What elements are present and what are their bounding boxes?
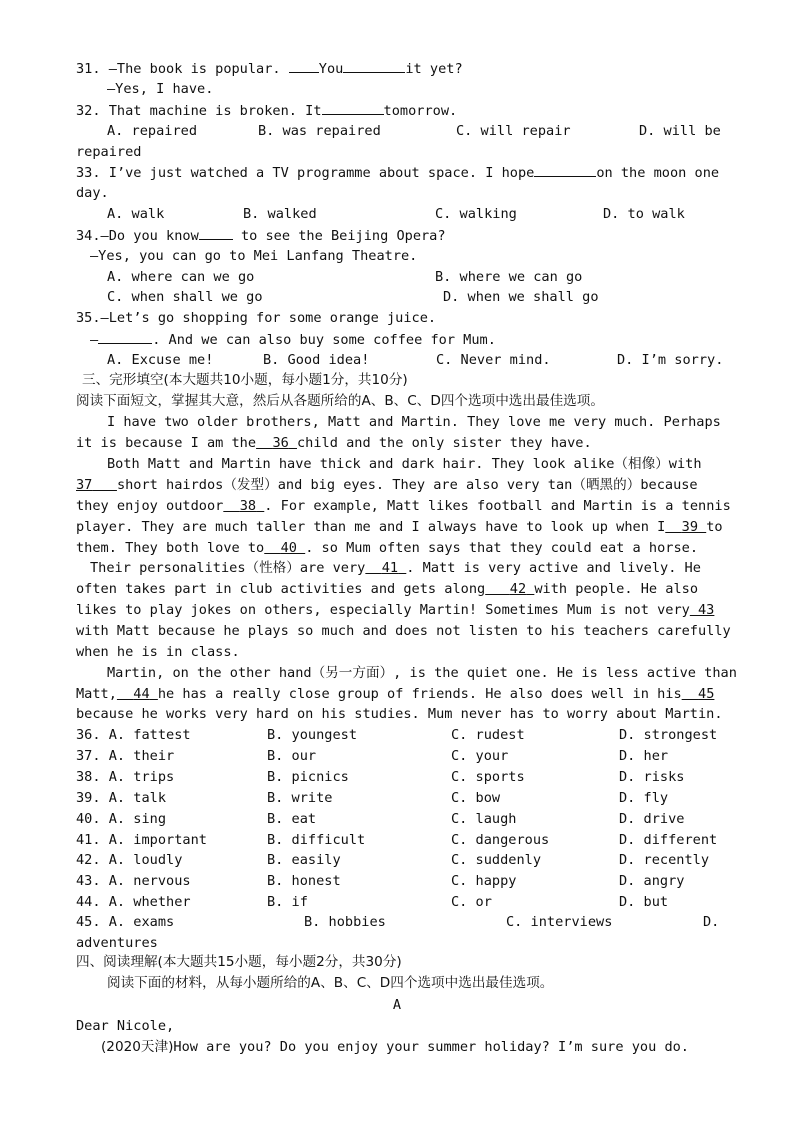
- passage-line: player. They are much taller than me and I always have to look up when I 39 to: [76, 519, 723, 535]
- option-d[interactable]: D. to walk: [603, 206, 685, 222]
- option-b[interactable]: B. honest: [267, 873, 341, 890]
- option-d[interactable]: D. strongest: [619, 727, 718, 743]
- passage-line: I have two older brothers, Matt and Martin. They love me very much. Perhaps: [107, 414, 721, 430]
- option-d[interactable]: D. when we shall go: [443, 289, 599, 305]
- blank-38[interactable]: 38: [239, 498, 257, 514]
- option-d[interactable]: D. will be: [639, 123, 721, 139]
- blank-41[interactable]: 41: [381, 560, 399, 576]
- option-c[interactable]: C. suddenly: [451, 852, 542, 869]
- option-c[interactable]: C. will repair: [456, 123, 571, 139]
- question-34: 34.—Do you know to see the Beijing Opera?: [76, 225, 719, 247]
- option-d[interactable]: D. I’m sorry.: [617, 352, 724, 368]
- passage-line: Both Matt and Martin have thick and dark hair. They look alike（相像）with: [107, 456, 702, 472]
- passage-line: with Matt because he plays so much and does not listen to his teachers carefully: [76, 623, 731, 639]
- option-b[interactable]: B. walked: [243, 206, 317, 222]
- question-31-reply: —Yes, I have.: [107, 81, 214, 97]
- option-c[interactable]: C. dangerous: [451, 831, 550, 848]
- question-33: 33. I’ve just watched a TV programme about space. I hope on the moon one: [76, 162, 719, 184]
- question-35: 35.—Let’s go shopping for some orange juice.: [76, 310, 437, 326]
- option-c[interactable]: C. laugh: [451, 810, 517, 827]
- passage-line: Matt, 44 he has a really close group of friends. He also does well in his 45: [76, 686, 715, 702]
- option-c[interactable]: C. sports: [451, 768, 525, 785]
- blank-45[interactable]: 45: [698, 686, 715, 702]
- section-3-title: 三、完形填空(本大题共10小题，每小题1分，共10分): [82, 372, 408, 388]
- answer-blank[interactable]: [322, 100, 384, 115]
- option-a[interactable]: 44. A. whether: [76, 894, 191, 911]
- option-d[interactable]: D.: [703, 914, 720, 930]
- option-d[interactable]: D. angry: [619, 873, 685, 890]
- passage-line: when he is in class.: [76, 644, 240, 660]
- answer-blank[interactable]: [98, 329, 152, 344]
- blank-42[interactable]: 42: [509, 581, 527, 597]
- option-b[interactable]: B. our: [267, 747, 317, 764]
- option-a[interactable]: A. repaired: [107, 123, 198, 139]
- option-a[interactable]: 41. A. important: [76, 831, 207, 848]
- section-4-instructions: 阅读下面的材料，从每小题所给的A、B、C、D四个选项中选出最佳选项。: [107, 975, 554, 991]
- option-d[interactable]: D. different: [619, 831, 718, 848]
- option-b[interactable]: B. easily: [267, 852, 341, 869]
- option-d[interactable]: D. risks: [619, 768, 685, 785]
- option-c[interactable]: C. when shall we go: [107, 289, 263, 305]
- option-a[interactable]: 40. A. sing: [76, 810, 167, 827]
- passage-line: they enjoy outdoor 38 . For example, Matt likes football and Martin is a tennis: [76, 498, 731, 514]
- option-b[interactable]: B. difficult: [267, 831, 366, 848]
- option-c[interactable]: C. your: [451, 747, 509, 764]
- passage-line: likes to play jokes on others, especially Martin! Sometimes Mum is not very 43: [76, 602, 715, 618]
- option-d[interactable]: D. recently: [619, 852, 710, 869]
- option-a[interactable]: 36. A. fattest: [76, 727, 191, 743]
- question-33-wrap: day.: [76, 185, 109, 201]
- option-a[interactable]: 42. A. loudly: [76, 852, 183, 869]
- passage-line: because he works very hard on his studies. Mum never has to worry about Martin.: [76, 706, 723, 722]
- blank-39[interactable]: 39: [681, 519, 699, 535]
- option-d-wrap: adventures: [76, 935, 158, 951]
- option-b[interactable]: B. if: [267, 894, 308, 911]
- blank-40[interactable]: 40: [280, 540, 297, 556]
- option-d-wrap: repaired: [76, 144, 142, 160]
- option-d[interactable]: D. but: [619, 894, 669, 911]
- option-a[interactable]: 37. A. their: [76, 747, 175, 764]
- passage-line: Their personalities（性格）are very 41 . Matt is very active and lively. He: [90, 560, 701, 576]
- question-31: 31. —The book is popular. You it yet?: [76, 58, 719, 80]
- option-c[interactable]: C. interviews: [506, 914, 613, 930]
- passage-line: Martin, on the other hand（另一方面）, is the quiet one. He is less active than: [107, 665, 737, 681]
- blank-44[interactable]: 44: [133, 686, 150, 702]
- question-35-reply: — . And we can also buy some coffee for Mum.: [90, 329, 733, 351]
- option-b[interactable]: B. Good idea!: [263, 352, 370, 368]
- option-a[interactable]: 43. A. nervous: [76, 873, 191, 890]
- option-b[interactable]: B. eat: [267, 810, 317, 827]
- option-c[interactable]: C. happy: [451, 873, 517, 890]
- letter-greeting: Dear Nicole,: [76, 1018, 175, 1034]
- blank-43[interactable]: 43: [698, 602, 715, 618]
- option-b[interactable]: B. write: [267, 789, 333, 806]
- option-d[interactable]: D. her: [619, 747, 669, 764]
- passage-line: 37 short hairdos（发型）and big eyes. They are also very tan（晒黑的）because: [76, 477, 698, 493]
- passage-line: them. They both love to 40 . so Mum often says that they could eat a horse.: [76, 540, 699, 556]
- option-b[interactable]: B. was repaired: [258, 123, 381, 139]
- blank-36[interactable]: 36: [272, 435, 289, 451]
- passage-line: often takes part in club activities and gets along 42 with people. He also: [76, 581, 699, 597]
- option-c[interactable]: C. bow: [451, 789, 501, 806]
- option-a[interactable]: 38. A. trips: [76, 768, 175, 785]
- option-c[interactable]: C. rudest: [451, 727, 525, 743]
- option-a[interactable]: 39. A. talk: [76, 789, 167, 806]
- answer-blank[interactable]: [534, 162, 596, 177]
- answer-blank[interactable]: [199, 225, 233, 240]
- option-b[interactable]: B. where we can go: [435, 269, 583, 285]
- passage-line: it is because I am the 36 child and the only sister they have.: [76, 435, 592, 451]
- option-a[interactable]: 45. A. exams: [76, 914, 175, 930]
- letter-line: (2020天津)How are you? Do you enjoy your summer holiday? I’m sure you do.: [101, 1039, 689, 1055]
- question-32: 32. That machine is broken. It tomorrow.: [76, 100, 719, 122]
- question-34-reply: —Yes, you can go to Mei Lanfang Theatre.: [90, 248, 418, 264]
- option-c[interactable]: C. or: [451, 894, 492, 911]
- option-a[interactable]: A. where can we go: [107, 269, 255, 285]
- option-b[interactable]: B. hobbies: [304, 914, 386, 930]
- option-c[interactable]: C. walking: [435, 206, 517, 222]
- option-b[interactable]: B. youngest: [267, 727, 358, 743]
- answer-blank[interactable]: [343, 58, 405, 73]
- option-a[interactable]: A. walk: [107, 206, 165, 222]
- option-d[interactable]: D. fly: [619, 789, 669, 806]
- section-4-title: 四、阅读理解(本大题共15小题，每小题2分，共30分): [76, 954, 402, 970]
- option-a[interactable]: A. Excuse me!: [107, 352, 214, 368]
- blank-37[interactable]: 37: [76, 477, 93, 493]
- option-c[interactable]: C. Never mind.: [436, 352, 551, 368]
- option-b[interactable]: B. picnics: [267, 768, 349, 785]
- section-3-instructions: 阅读下面短文，掌握其大意，然后从各题所给的A、B、C、D四个选项中选出最佳选项。: [76, 393, 604, 409]
- part-a-heading: A: [392, 997, 402, 1013]
- answer-blank[interactable]: [289, 58, 319, 73]
- option-d[interactable]: D. drive: [619, 810, 685, 827]
